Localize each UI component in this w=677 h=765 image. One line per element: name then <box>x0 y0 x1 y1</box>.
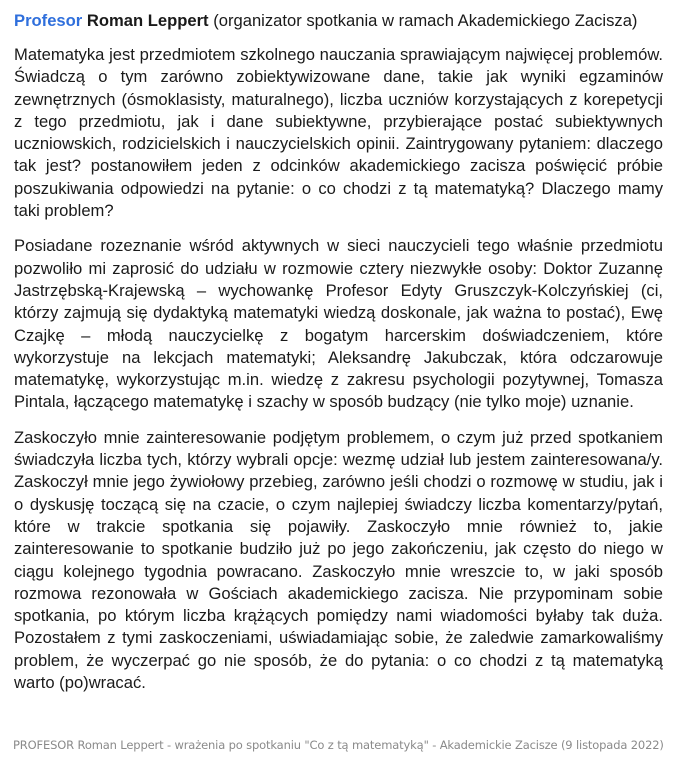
author-title: Profesor <box>14 11 83 30</box>
author-name: Roman Leppert <box>86 11 209 30</box>
paragraph-guests: Posiadane rozeznanie wśród aktywnych w sieci nauczycieli tego właśnie przedmiotu pozwoliło mi zaprosić do udziału w rozmowie cztery niezwykłe osoby: Doktor Zuzannę Jastrzębską-Krajewską – wychowankę Profesor Edyty Gruszczyk-Kolczyńskiej (ci, którzy zajmują się dydaktyką matematyki wiedzą doskonale, jak ważna to postać), Ewę Czajkę – młodą nauczycielkę z bogatym harcerskim doświadczeniem, które wykorzystuje na lekcjach matematyki; Aleksandrę Jakubczak, która odczarowuje matematykę, wykorzystując m.in. wiedzę z zakresu psychologii pozytywnej, Tomasza Pintala, łączącego matematykę i szachy w sposób budzący (nie tylko moje) uznanie. <box>14 236 663 412</box>
page-footer: PROFESOR Roman Leppert - wrażenia po spotkaniu "Co z tą matematyką" - Akademickie Zacisze (9 listopada 2022) <box>13 738 664 752</box>
paragraph-intro: Matematyka jest przedmiotem szkolnego nauczania sprawiającym najwięcej problemów. Świadczą o tym zarówno zobiektywizowane dane, takie jak wyniki egzaminów zewnętrznych (ósmoklasisty, maturalnego), liczba uczniów korzystających z korepetycji z tego przedmiotu, jak i dane subiektywne, przybierające postać subiektywnych uczniowskich, rodzicielskich i nauczycielskich opinii. Zaintrygowany pytaniem: dlaczego tak jest? postanowiłem jeden z odcinków akademickiego zacisza poświęcić próbie poszukiwania odpowiedzi na pytanie: o co chodzi z tą matematyką? Dlaczego mamy taki problem? <box>14 45 663 221</box>
paragraph-reflections: Zaskoczyło mnie zainteresowanie podjętym problemem, o czym już przed spotkaniem świadczyła liczba tych, którzy wybrali opcje: wezmę udział lub jestem zainteresowana/y. Zaskoczył mnie jego żywiołowy przebieg, zarówno jeśli chodzi o rozmowę w studiu, jak i o dyskusję toczącą się na czacie, o czym najlepiej świadczy liczba komentarzy/pytań, które w trakcie spotkania się pojawiły. Zaskoczyło mnie również to, jakie zainteresowanie to spotkanie budziło już po jego zakończeniu, jak często do niego w ciągu kolejnego tygodnia powracano. Zaskoczyło mnie wreszcie to, w jaki sposób rozmowa rezonowała w Gościach akademickiego zacisza. Nie przypominam sobie spotkania, po którym liczba krążących pomiędzy nami wiadomości byłaby tak duża. Pozostałem z tymi zaskoczeniami, uświadamiając sobie, że zaledwie zamarkowaliśmy problem, że wyczerpać go nie sposób, że do pytania: o co chodzi z tą matematyką warto (po)wracać. <box>14 427 663 693</box>
author-header <box>14 10 663 32</box>
author-role: (organizator spotkania w ramach Akademickiego Zacisza) <box>213 11 638 30</box>
